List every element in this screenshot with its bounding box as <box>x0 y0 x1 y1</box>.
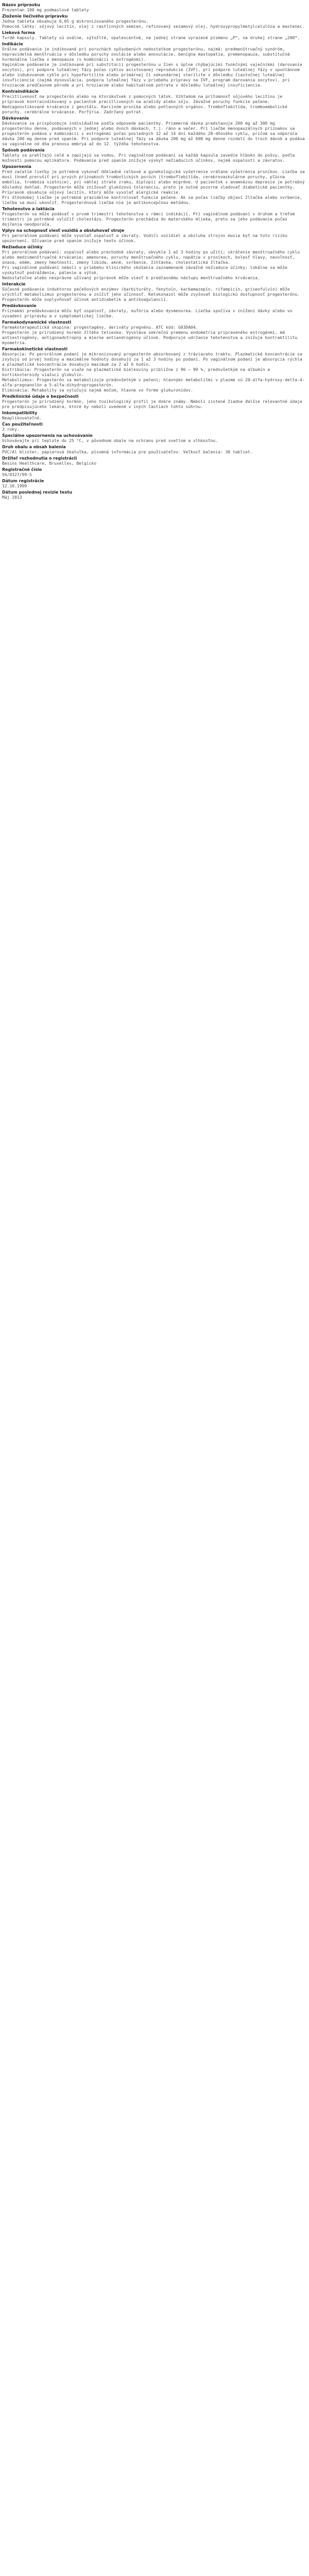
document-section <box>2 394 307 410</box>
document-body <box>2 3 307 500</box>
section-paragraph: Uchovávajte pri teplote do 25 °C, v pôvodnom obale na ochranu pred svetlom a vlhkosťou. <box>2 438 218 443</box>
section-paragraph: Tablety sa prehĺtajú celé a zapíjajú sa vodou. Pri vaginálnom podávaní sa každá kapsula zavedie hlboko do pošvy, podľa možnosti pomocou aplikátora. Podávanie pred spaním znižuje výskyt nežiaducich účinkov, najmä ospalosti a závratov. <box>2 153 298 163</box>
section-paragraph: Progesterón je prirodzený hormón, jeho toxikologický profil je dobre známy. Neboli zistené žiadne ďalšie relevantné údaje pre predpisujúceho lekára, ktoré by neboli uvedené v iných častiach tohto súhrnu. <box>2 399 305 409</box>
section-paragraph: Pri perorálnom podávaní môže vyvolať ospalosť a závraty. Vodiči vozidiel a obsluha strojov musia byť na toto riziko upozornení. Užívanie pred spaním znižuje tento účinok. <box>2 233 290 243</box>
section-paragraph: Nedostatočne alebo nesprávne užívaný prípravok môže viesť k predčasnému nástupu menštruačného krvácania. <box>2 276 260 280</box>
section-paragraph: Pomocné látky: sójový lecitín, olej z rastlinných semien, rafinovaný sezamový olej, hydroxypropylmetylcelulóza a mastenec. <box>2 24 305 29</box>
section-paragraph: Pred začatím liečby je potrebné vykonať dôkladné celkové a gynekologické vyšetrenie vrátane vyšetrenia prsníkov. Liečba sa musí ihneď prerušiť pri prvých príznakoch trombotických porúch (tromboflebitída, cerebrovaskulárne poruchy, pľúcna embólia, trombóza sietnice), pri náhlej strate zraku, diplopii alebo migréne. U pacientok s anamnézou depresie je potrebný dôsledný dohľad. Progesterón môže znižovať glukózovú toleranciu, preto je nutné pozorne sledovať diabetické pacientky. Prípravok obsahuje sójový lecitín, ktorý môže vyvolať alergické reakcie. <box>2 170 307 195</box>
document-section <box>2 164 307 206</box>
section-title: Dátum poslednej revízie textu <box>2 490 73 495</box>
section-title: Zloženie liečivého prípravku <box>2 14 68 19</box>
section-title: Dátum registrácie <box>2 479 44 483</box>
section-paragraph: Pri dlhodobej liečbe je potrebné pravidelne kontrolovať funkcie pečene. Ak sa počas liečby objaví žltačka alebo svrbenie, liečba sa musí ukončiť. Progesterónová liečba nie je antikoncepčnou metódou. <box>2 195 305 205</box>
section-paragraph: Besins Healthcare, Bruxelles, Belgicko <box>2 461 97 466</box>
section-paragraph: Prezentan 100 mg podmaslové tablety <box>2 8 89 12</box>
section-title: Čas použiteľnosti <box>2 422 43 427</box>
document-section <box>2 456 307 466</box>
section-title: Spôsob podávania <box>2 148 45 152</box>
section-paragraph: Pri vaginálnom podávaní neboli v priebehu klinického skúšania zaznamenané závažné nežiaduce účinky; lokálne sa môže vyskytnúť podráždenie, pálenie a výtok. <box>2 265 290 275</box>
document-section <box>2 207 307 227</box>
section-title: Lieková forma <box>2 30 35 35</box>
document-page <box>0 0 309 500</box>
document-section <box>2 245 307 281</box>
section-paragraph: Metabolizmus: Progesterón sa metabolizuje predovšetkým v pečeni; hlavnými metabolitmi v plazme sú 20-alfa-hydroxy-delta-4-alfa-pregnanolón a 5-alfa-dihydroprogesterón. <box>2 378 305 387</box>
document-section <box>2 116 307 147</box>
document-section <box>2 490 307 500</box>
section-paragraph: Súčasné podávanie induktorov pečeňových enzýmov (barbituráty, fenytoín, karbamazepín, rifampicín, griseofulvín) môže urýchliť metabolizmus progesterónu a znížiť jeho účinnosť. Ketokonazol môže zvyšovať biologickú dostupnosť progesterónu. Progesterón môže ovplyvňovať účinok antidiabetík a antikoagulancií. <box>2 287 302 302</box>
document-section <box>2 14 307 29</box>
section-paragraph: Tvrdé kapsuly. Tablety sú oválne, sýtožlté, opalescentné, na jednej strane vyrazené písmeno „P“, na druhej strane „200“. <box>2 36 300 40</box>
document-section <box>2 479 307 489</box>
document-section <box>2 303 307 319</box>
document-section <box>2 282 307 302</box>
section-paragraph: Neaplikovateľné. <box>2 416 42 420</box>
document-section <box>2 433 307 444</box>
section-title: Špeciálne upozornenia na uchovávanie <box>2 433 93 438</box>
section-title: Inkompatibility <box>2 411 38 415</box>
section-paragraph: Pri perorálnom podávaní: ospalosť alebo prechodné závraty, obvykle 1 až 3 hodiny po užití; skrátenie menštruačného cyklu alebo medzimenštruačné krvácanie; amenorea, poruchy menštruačného cyklu, napätie v prsníkoch, bolesť hlavy, nevoľnosť, únava, edém, zmeny hmotnosti, zmeny libida, akné, svrbenie, žihľavka, cholestatická žltačka. <box>2 250 302 265</box>
document-section <box>2 347 307 393</box>
section-paragraph: Dávkovanie sa prispôsobuje individuálne podľa odpovede pacientky. Priemerná dávka predstavuje 200 mg až 300 mg progesterónu denne, podávaných v jednej alebo dvoch dávkach, t.j. ráno a večer. Pri liečbe menopauzálnych príznakov sa progesterón podáva v kombinácii s estrogénmi počas posledných 12 až 14 dní každého 28-dňového cyklu, pričom sa odporúča dávka 200 mg denne pred spaním. Pri podpore luteálnej fázy sa dávka 200 mg až 600 mg denne rozdelí do troch dávok a podáva sa vaginálne od dňa prenosu embrya až do 12. týždňa tehotenstva. <box>2 121 307 146</box>
section-paragraph: Farmakoterapeutická skupina: progestagény, deriváty pregnénu. ATC kód: G03DA04. <box>2 325 198 330</box>
section-paragraph: 12.10.1999 <box>2 484 27 488</box>
document-section <box>2 228 307 244</box>
section-paragraph: Precitlivenosť na progesterón alebo na ktorúkoľvek z pomocných látok. Vzhľadom na prítomnosť sójového lecitínu je prípravok kontraindikovaný u pacientok precitlivených na arašidy alebo sóju. Závažné poruchy funkcie pečene. Nediagnostikované krvácanie z genitálu. Karcinóm prsníka alebo pohlavných orgánov. Tromboflebitída, tromboembolické poruchy, cerebrálne krvácanie. Porfýria. Zadržaný potrat. <box>2 94 290 114</box>
section-paragraph: Vaginálne podávanie je indikované pri substitúcii progesterónu u žien s úplne chýbajúcimi funkčnými vaječníkmi (darovanie oocytov), pri podpore luteálnej fázy počas cyklov asistovanej reprodukcie (IVF), pri podpore luteálnej fázy v spontánnom alebo indukovanom cykle pri hypofertilite alebo primárnej či sekundárnej sterilite v dôsledku čiastočnej luteálnej insuficiencie (najmä dysovulácia, podpora luteálnej fázy v priebehu prípravy na IVF, program darovania oocytov), pri hroziacom predčasnom pôrode a pri hroziacom alebo habituálnom potrate v dôsledku luteálnej insuficiencie. <box>2 62 305 88</box>
section-title: Upozornenia <box>2 164 31 169</box>
section-title: Nežiaduce účinky <box>2 245 43 249</box>
section-paragraph: Orálne podávanie je indikované pri poruchách spôsobených nedostatkom progesterónu, najmä: predmenštruačný syndróm, nepravidelná menštruácia v dôsledku poruchy ovulácie alebo anovulácie, benígna mastopatia, premenopauza, substitučná hormonálna liečba v menopauze (v kombinácii s estrogénmi). <box>2 47 293 62</box>
section-paragraph: Distribúcia: Progesterón sa viaže na plazmatické bielkoviny približne z 96 – 99 %, predovšetkým na albumín a kortikosteroidy viažuci globulín. <box>2 367 272 377</box>
document-section <box>2 89 307 115</box>
section-title: Držiteľ rozhodnutia o registrácii <box>2 456 77 461</box>
section-paragraph: Progesterón sa môže podávať v prvom trimestri tehotenstva v rámci indikácií. Pri vaginálnom podávaní v druhom a treťom trimestri je potrebné vylúčiť cholestázu. Progesterón prechádza do materského mlieka, preto sa jeho podávanie počas dojčenia neodporúča. <box>2 212 298 227</box>
section-title: Indikácie <box>2 42 23 46</box>
section-title: Druh obalu a obsah balenia <box>2 445 66 449</box>
section-title: Interakcie <box>2 282 26 286</box>
section-title: Vplyv na schopnosť viesť vozidlá a obsluhovať stroje <box>2 228 125 233</box>
section-paragraph: Príznakmi predávkovania môžu byť ospalosť, závraty, eufória alebo dysmenorea. Liečba spočíva v znížení dávky alebo vo vysadení prípravku a v symptomatickej liečbe. <box>2 309 295 318</box>
section-paragraph: Progesterón je prirodzený hormón žltého telieska. Vyvoláva sekrečnú premenu endometria pripraveného estrogénmi, má antiestrogénny, antigonadotropný a mierne antiandrogénny účinok. Podporuje udržanie tehotenstva a znižuje kontraktilitu myometria. <box>2 330 300 345</box>
section-title: Kontraindikácie <box>2 89 39 94</box>
section-paragraph: 3 roky. <box>2 427 20 432</box>
section-paragraph: PVC/Al blister, papierová škatuľka, písomná informácia pre používateľov. Veľkosť balenia: 30 tabliet. <box>2 450 253 454</box>
document-section <box>2 320 307 346</box>
document-section <box>2 148 307 163</box>
section-title: Farmakodynamické vlastnosti <box>2 320 72 325</box>
section-title: Predávkovanie <box>2 303 37 308</box>
section-title: Dávkovanie <box>2 116 29 121</box>
document-section <box>2 422 307 432</box>
document-section <box>2 3 307 13</box>
section-title: Farmakokinetické vlastnosti <box>2 347 67 351</box>
section-paragraph: Absorpcia: Po perorálnom podaní je mikronizovaný progesterón absorbovaný z tráviaceho traktu. Plazmatické koncentrácie sa zvyšujú od prvej hodiny a maximálne hodnoty dosahujú za 1 až 3 hodiny po podaní. Po vaginálnom podaní je absorpcia rýchla a plazmatické koncentrácie dosahujú maximum za 2 až 6 hodín. <box>2 352 305 367</box>
section-paragraph: 56/0327/99-S <box>2 472 32 477</box>
section-title: Názov prípravku <box>2 3 40 7</box>
document-section <box>2 445 307 455</box>
section-title: Registračné číslo <box>2 467 42 472</box>
section-paragraph: Eliminácia: Metabolity sa vylučujú najmä močom, hlavne vo forme glukuronidov. <box>2 388 193 393</box>
document-section <box>2 30 307 41</box>
document-section <box>2 411 307 421</box>
section-paragraph: Jedna tableta obsahuje 0,05 g mikronizovaného progesterónu. <box>2 19 149 24</box>
document-section <box>2 42 307 88</box>
section-paragraph: Máj 2013 <box>2 495 22 500</box>
section-title: Predklinické údaje o bezpečnosti <box>2 394 79 399</box>
document-section <box>2 467 307 478</box>
section-title: Tehotenstvo a laktácia <box>2 207 55 211</box>
